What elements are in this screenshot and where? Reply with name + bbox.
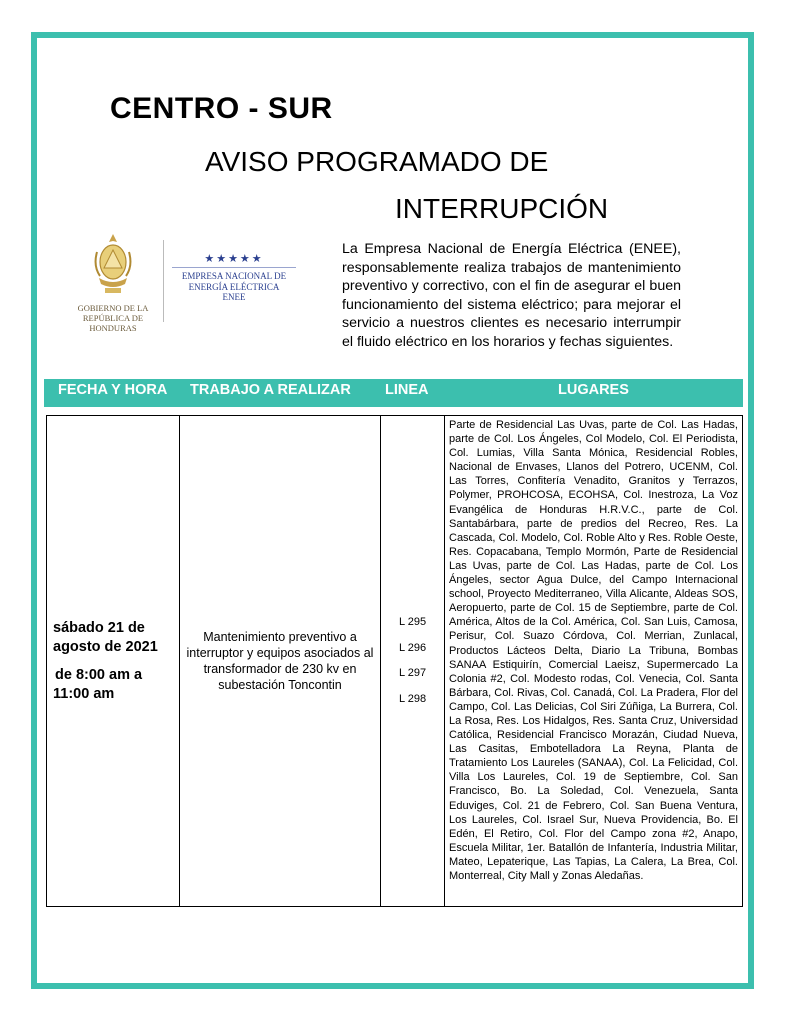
fecha-cell [47, 416, 180, 907]
region-title: CENTRO - SUR [110, 92, 333, 125]
linea-item: L 296 [398, 641, 427, 654]
logo-divider [163, 240, 164, 322]
fecha-date-line1: sábado 21 de [53, 620, 145, 636]
schedule-table [46, 415, 743, 907]
government-logo [68, 232, 158, 333]
table-row [47, 416, 743, 907]
enee-logo [166, 252, 302, 303]
notice-title-line2: INTERRUPCIÓN [395, 193, 609, 224]
stars-icon: ★★★★★ [204, 253, 264, 265]
linea-item: L 295 [398, 616, 427, 628]
table-header-bar [44, 379, 743, 407]
header-trabajo: TRABAJO A REALIZAR [190, 382, 351, 398]
government-logo-text: GOBIERNO DE LA REPÚBLICA DE HONDURAS [77, 303, 149, 333]
linea-item: L 298 [398, 692, 427, 705]
linea-item: L 297 [398, 667, 427, 679]
coat-of-arms-icon [91, 232, 135, 296]
fecha-time-line2: 11:00 am [53, 685, 115, 702]
lugares-cell: Parte de Residencial Las Uvas, parte de Col. Las Hadas, parte de Col. Los Ángeles, Col Modelo, Col. El Periodista, Col. Lumias, Villa Santa Mónica, Residencial Robles, Nacional de Envases, Llanos del Potrero, UCENM, Col. Las Torres, Confitería Venadito, Granitos y Terrazos, Polymer, PROHCOSA, ECOHSA, Col. Inestroza, La Voz Evangélica de Honduras H.R.V.C., parte de Col. Santabárbara, parte de predios del Recreo, Res. La Cascada, Col. Modelo, Col. Roble Alto y Res. Roble Oeste, Res. Copacabana, Templo Mormón, Parte de Residencial Las Uvas, parte de Col. Las Hadas, parte de Col. Los Ángeles, sector Agua Dulce, del Campo Internacional school, Proyecto Mediterraneo, Villa Alicante, Aldeas SOS, Aeropuerto, parte de Col. 15 de Septiembre, parte de Col. América, Altos de la Col. América, Col. San Luis, Camosa, Perisur, Col. Suazo Córdova, Col. Merrian, Zunlacal, Productos Lácteos Delta, Diario La Tribuna, Bombas SANAA Estiquirín, Comercial Laeisz, Supermercado La Colonia #2, Col. Modesto rodas, Col. Venecia, Col. Santa Bárbara, Col. Rivas, Col. Canadá, Col. La Pradera, Flor del Campo, Col. Las Delicias, Col Siri Zúñiga, La Burrera, Col. La Rosa, Res. Los Hidalgos, Res. Santa Cruz, Universidad Católica, Residencial Francisco Morazán, Ciudad Nueva, Las Casitas, Embotelladora La Reyna, Planta de Tratamiento Los Laureles (SANAA), Col. La Felicidad, Col. Villa Los Laureles, Col. 19 de Septiembre, Col. San Francisco, Bo. La Soledad, Col. Venezuela, Santa Eduviges, Col. 21 de Febrero, Col. San Buena Ventura, Los Laureles, Col. Israel Sur, Nueva Providencia, Bo. El Edén, El Retiro, Col. Flor del Campo zona #2, Anapo, Escuela Militar, 1er. Batallón de Infantería, Industria Militar, Mateo, Lepaterique, Las Tapias, La Calera, La Brea, Col. Monterreal, City Mall y Zonas Aledañas. [445, 416, 743, 907]
trabajo-cell: Mantenimiento preventivo a interruptor y equipos asociados al transformador de 230 kv en subestación Toncontin [180, 416, 381, 907]
enee-logo-text: EMPRESA NACIONAL DE ENERGÍA ELÉCTRICA ENEE [181, 271, 287, 302]
fecha-date-line2: agosto de 2021 [53, 638, 158, 655]
intro-paragraph: La Empresa Nacional de Energía Eléctrica (ENEE), responsablemente realiza trabajos de mantenimiento preventivo y correctivo, con el fin de asegurar el buen funcionamiento del sistema eléctrico; para mejorar el servicio a nuestros clientes es necesario interrumpir el fluido eléctrico en los horarios y fechas siguientes. [342, 241, 681, 350]
enee-logo-rule [172, 267, 296, 268]
notice-title-line1: AVISO PROGRAMADO DE [205, 146, 549, 177]
lineas-cell [381, 416, 445, 907]
fecha-time-line1: de 8:00 am a [55, 667, 143, 683]
header-fecha: FECHA Y HORA [58, 382, 168, 398]
header-lugares: LUGARES [558, 382, 629, 398]
header-linea: LINEA [385, 382, 429, 398]
